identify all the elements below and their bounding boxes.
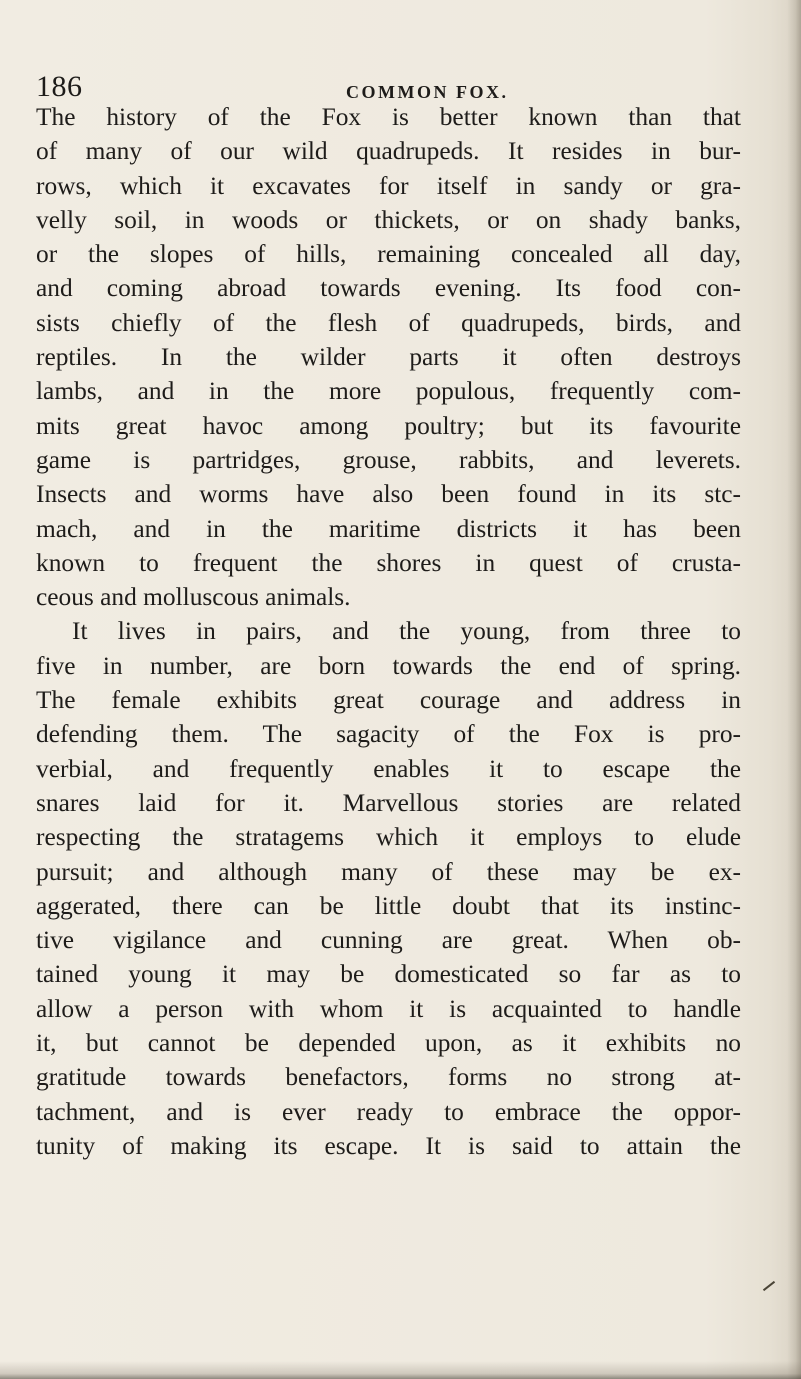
text-line: lambs, and in the more populous, frequently com- <box>36 377 741 406</box>
text-line: tained young it may be domesticated so far as to <box>36 960 741 989</box>
body-text <box>36 100 741 1163</box>
page-number: 186 <box>36 70 83 103</box>
text-line: rows, which it excavates for itself in sandy or gra- <box>36 171 741 200</box>
page-bottom-shadow <box>0 1361 801 1379</box>
text-line: mits great havoc among poultry; but its favourite <box>36 411 741 440</box>
text-line: respecting the stratagems which it employs to elude <box>36 823 741 852</box>
page-edge-shadow <box>787 0 801 1379</box>
text-line: snares laid for it. Marvellous stories are related <box>36 788 741 817</box>
pencil-mark <box>763 1281 775 1291</box>
text-line: and coming abroad towards evening. Its food con- <box>36 274 741 303</box>
text-line: game is partridges, grouse, rabbits, and leverets. <box>36 445 741 474</box>
text-line: tive vigilance and cunning are great. When ob- <box>36 926 741 955</box>
running-title: COMMON FOX. <box>346 82 509 102</box>
text-line: sists chiefly of the flesh of quadrupeds, birds, and <box>36 308 741 337</box>
text-line: five in number, are born towards the end of spring. <box>36 651 741 680</box>
text-line: Insects and worms have also been found in its stc- <box>36 480 741 509</box>
text-line: The history of the Fox is better known than that <box>36 103 741 131</box>
paragraph-2 <box>36 614 741 1163</box>
text-line: ceous and molluscous animals. <box>36 583 351 612</box>
text-line: tunity of making its escape. It is said to attain the <box>36 1131 741 1160</box>
text-line: defending them. The sagacity of the Fox is pro- <box>36 720 741 749</box>
paragraph-1 <box>36 100 741 614</box>
text-line: of many of our wild quadrupeds. It resides in bur- <box>36 137 741 166</box>
text-line: The female exhibits great courage and address in <box>36 686 741 715</box>
text-line: it, but cannot be depended upon, as it exhibits no <box>36 1029 741 1058</box>
text-line: or the slopes of hills, remaining concealed all day, <box>36 240 741 269</box>
text-line: It lives in pairs, and the young, from three to <box>72 617 741 646</box>
text-line: reptiles. In the wilder parts it often destroys <box>36 343 741 372</box>
text-line: known to frequent the shores in quest of crusta- <box>36 548 741 577</box>
text-line: velly soil, in woods or thickets, or on shady banks, <box>36 205 741 234</box>
text-line: verbial, and frequently enables it to escape the <box>36 754 741 783</box>
text-line: mach, and in the maritime districts it has been <box>36 514 741 543</box>
text-line: gratitude towards benefactors, forms no strong at- <box>36 1063 741 1092</box>
text-line: tachment, and is ever ready to embrace the oppor- <box>36 1097 741 1126</box>
text-line: allow a person with whom it is acquainted to handle <box>36 994 741 1023</box>
text-line: pursuit; and although many of these may be ex- <box>36 857 741 886</box>
text-line: aggerated, there can be little doubt that its instinc- <box>36 891 741 920</box>
